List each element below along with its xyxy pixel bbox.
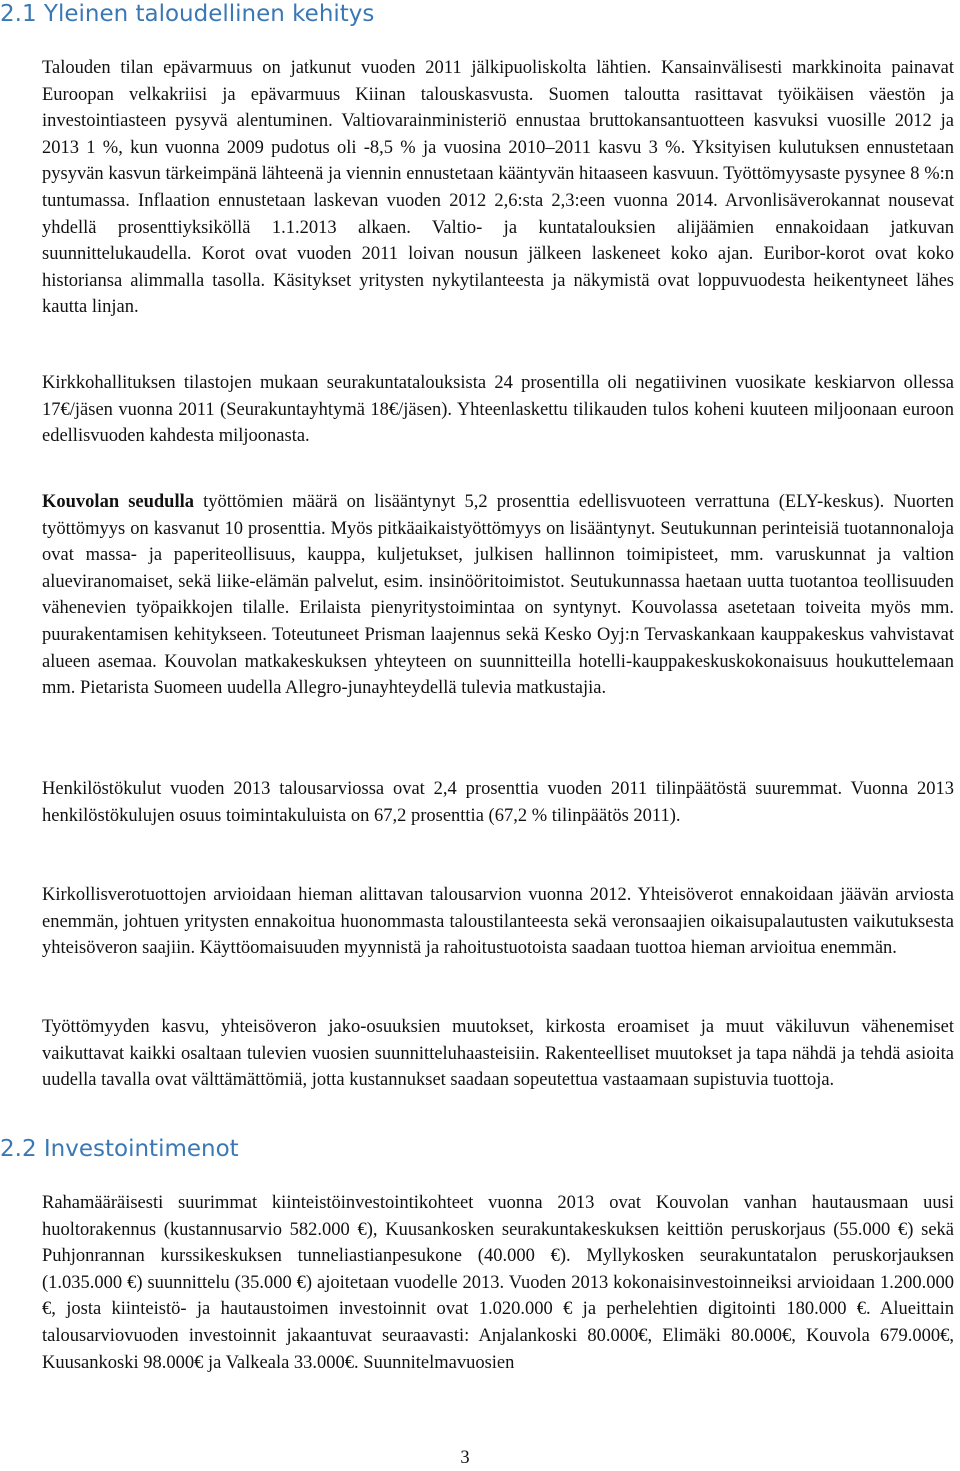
section-heading-general-economy: 2.1 Yleinen taloudellinen kehitys xyxy=(0,1,375,27)
kouvola-region-text: työttömien määrä on lisääntynyt 5,2 prosenttia edellisvuoteen verrattuna (ELY-keskus). Nuorten työttömyys on kasvanut 10 prosenttia. Myös pitkäaikaistyöttömyys on lisääntynyt. Seutukunnan perinteisiä tuotannonaloja ovat massa- ja paperiteollisuus, kauppa, kuljetukset, julkisen hallinnon toimipisteet, mm. varuskunnat ja valtion alueviranomaiset, sekä liike-elämän palvelut, esim. insinööritoimistot. Seutukunnassa haetaan uutta tuotantoa teollisuuden vähenevien työpaikkojen tilalle. Erilaista pienyritystoimintaa on syntynyt. Kouvolassa asetetaan toiveita myös mm. puurakentamisen kehitykseen. Toteutuneet Prisman laajennus sekä Kesko Oyj:n Tervaskankaan kauppakeskus vahvistavat alueen asemaa. Kouvolan matkakeskuksen yhteyteen on suunnitteilla hotelli-kauppakeskuskokonaisuus houkuttelemaan mm. Pietarista Suomeen uudella Allegro-junayhteydellä tulevia matkustajia. xyxy=(42,492,954,699)
paragraph-tax-revenue: Kirkollisverotuottojen arvioidaan hieman alittavan talousarvion vuonna 2012. Yhteisöverot ennakoidaan jäävän arviosta enemmän, johtuen yritysten ennakoitua huonommasta taloustilanteesta sekä veronsaajien oikaisupalautusten vaikutuksesta yhteisöveron saajiin. Käyttöomaisuuden myynnistä ja rahoitustuotoista saadaan tuottoa hieman arvioitua enemmän. xyxy=(42,885,954,959)
paragraph-challenges: Työttömyyden kasvu, yhteisöveron jako-osuuksien muutokset, kirkosta eroamiset ja muut väkiluvun vähenemiset vaikuttavat kaikki osaltaan tulevien vuosien suunnitteluhaasteisiin. Rakenteelliset muutokset ja tapa nähdä ja tehdä asioita uudella tavalla ovat välttämättömiä, jotta kustannukset saadaan sopeutettua vastaamaan supistuvia tuottoja. xyxy=(42,1017,954,1091)
section-heading-investments: 2.2 Investointimenot xyxy=(0,1136,239,1162)
paragraph-kouvola-region xyxy=(42,489,954,702)
page-number: 3 xyxy=(460,1448,470,1468)
kouvola-region-emphasis: Kouvolan seudulla xyxy=(42,492,195,512)
paragraph-economy-outlook: Talouden tilan epävarmuus on jatkunut vuoden 2011 jälkipuoliskolta lähtien. Kansainvälisesti markkinoita painavat Euroopan velkakriisi ja epävarmuus Kiinan talouskasvusta. Suomen taloutta rasittavat työikäisen väestön ja investointiasteen pysyvä alentuminen. Valtiovarainministeriö ennustaa bruttokansantuotteen kasvuksi vuosille 2012 ja 2013 1 %, kun vuonna 2009 pudotus oli -8,5 % ja vuosina 2010–2011 kasvu 3 %. Yksityisen kulutuksen ennustetaan pysyvän kasvun tärkeimpänä lähteenä ja viennin ennustetaan kääntyvän hitaaseen kasvuun. Työttömyysaste pysynee 8 %:n tuntumassa. Inflaation ennustetaan laskevan vuoden 2012 2,6:sta 2,3:een vuonna 2014. Arvonlisäverokannat nousevat yhdellä prosenttiyksiköllä 1.1.2013 alkaen. Valtio- ja kuntatalouksien alijäämien ennakoidaan jatkuvan suunnittelukaudella. Korot ovat vuoden 2011 loivan nousun jälkeen laskeneet koko ajan. Euribor-korot ovat koko historiansa alimmalla tasolla. Käsitykset yritysten nykytilanteesta ja näkymistä ovat loppuvuodesta heikentyneet lähes kautta linjan. xyxy=(42,58,954,318)
paragraph-parish-statistics: Kirkkohallituksen tilastojen mukaan seurakuntatalouksista 24 prosentilla oli negatiivinen vuosikate keskiarvon ollessa 17€/jäsen vuonna 2011 (Seurakuntayhtymä 18€/jäsen). Yhteenlaskettu tilikauden tulos koheni kuuteen miljoonaan euroon edellisvuoden kahdesta miljoonasta. xyxy=(42,373,954,447)
paragraph-investments: Rahamääräisesti suurimmat kiinteistöinvestointikohteet vuonna 2013 ovat Kouvolan vanhan hautausmaan uusi huoltorakennus (kustannusarvio 582.000 €), Kuusankosken seurakuntakeskuksen keittiön peruskorjaus (55.000 €) sekä Puhjonrannan kurssikeskuksen tunneliastianpesukone (40.000 €). Myllykosken seurakuntatalon peruskorjauksen (1.035.000 €) suunnittelu (35.000 €) ajoitetaan vuodelle 2013. Vuoden 2013 kokonaisinvestoinneiksi arvioidaan 1.200.000 €, josta kiinteistö- ja hautaustoimen investoinnit ovat 1.020.000 € ja perhelehtien digitointi 180.000 €. Alueittain talousarviovuoden investoinnit jakaantuvat seuraavasti: Anjalankoski 80.000€, Elimäki 80.000€, Kouvola 679.000€, Kuusankoski 98.000€ ja Valkeala 33.000€. Suunnitelmavuosien xyxy=(42,1193,954,1373)
paragraph-personnel-costs: Henkilöstökulut vuoden 2013 talousarviossa ovat 2,4 prosenttia vuoden 2011 tilinpäätöstä suuremmat. Vuonna 2013 henkilöstökulujen osuus toimintakuluista on 67,2 prosenttia (67,2 % tilinpäätös 2011). xyxy=(42,779,954,826)
